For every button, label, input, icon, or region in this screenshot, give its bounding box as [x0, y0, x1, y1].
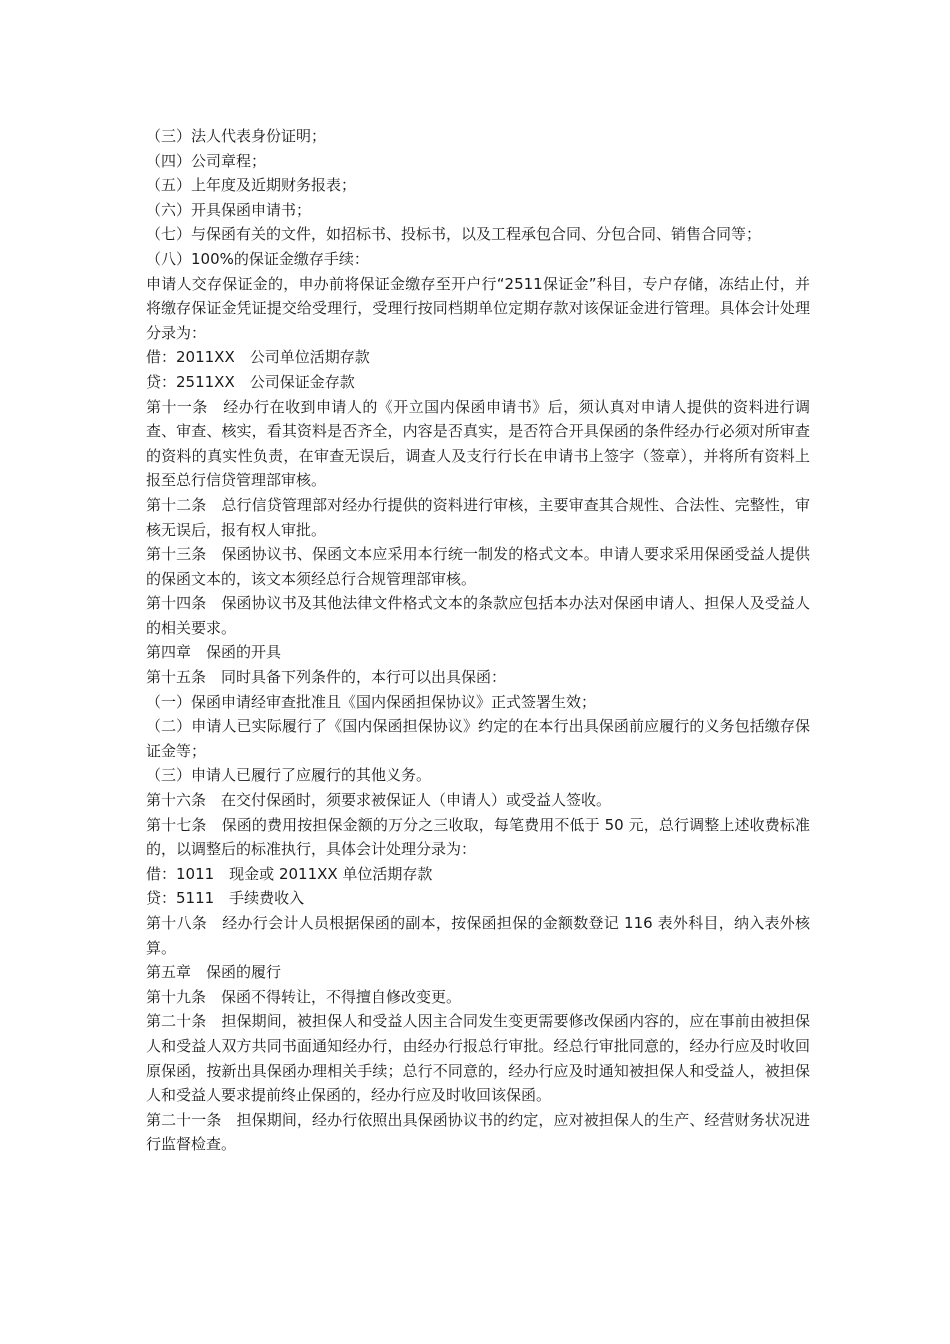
accounting-entry-credit: 贷：2511XX 公司保证金存款 — [146, 372, 355, 391]
paragraph-deposit-rule: 申请人交存保证金的，申办前将保证金缴存至开户行“2511保证金”科目，专户存储，冻结止付，并将缴存保证金凭证提交给受理行，受理行按同档期单位定期存款对该保证金进行管理。具体会计处理分录为： — [146, 274, 810, 342]
article-15-item-1: （一）保函申请经审查批准且《国内保函担保协议》正式签署生效； — [146, 692, 597, 711]
chapter-4-heading: 第四章 保函的开具 — [146, 643, 282, 662]
article-21: 第二十一条 担保期间，经办行依照出具保函协议书的约定，应对被担保人的生产、经营财务状况进行监督检查。 — [146, 1110, 810, 1154]
article-16: 第十六条 在交付保函时，须要求被保证人（申请人）或受益人签收。 — [146, 791, 612, 810]
paragraph-item-7: （七）与保函有关的文件，如招标书、投标书，以及工程承包合同、分包合同、销售合同等； — [146, 225, 762, 244]
article-19: 第十九条 保函不得转让，不得擅自修改变更。 — [146, 987, 462, 1006]
paragraph-item-8: （八）100%的保证金缴存手续： — [146, 249, 369, 268]
fee-entry-debit: 借：1011 现金或 2011XX 单位活期存款 — [146, 864, 433, 883]
article-15: 第十五条 同时具备下列条件的，本行可以出具保函： — [146, 668, 507, 687]
article-11: 第十一条 经办行在收到申请人的《开立国内保函申请书》后，须认真对申请人提供的资料进行调查、审查、核实，看其资料是否齐全，内容是否真实，是否符合开具保函的条件经办行必须对所审查的资料的真实性负责，在审查无误后，调查人及支行行长在申请书上签字（签章），并将所有资料上报至总行信贷管理部审核。 — [146, 397, 810, 490]
article-15-item-2: （二）申请人已实际履行了《国内保函担保协议》约定的在本行出具保函前应履行的义务包括缴存保证金等； — [146, 717, 810, 760]
fee-entry-credit: 贷：5111 手续费收入 — [146, 889, 305, 908]
article-18: 第十八条 经办行会计人员根据保函的副本，按保函担保的金额数登记 116 表外科目，纳入表外核算。 — [146, 914, 810, 957]
article-15-item-3: （三）申请人已履行了应履行的其他义务。 — [146, 766, 432, 785]
document-body — [146, 124, 810, 1157]
article-20: 第二十条 担保期间，被担保人和受益人因主合同发生变更需要修改保函内容的，应在事前由被担保人和受益人双方共同书面通知经办行，由经办行报总行审批。经总行审批同意的，经办行应及时收回原保函，按新出具保函办理相关手续；总行不同意的，经办行应及时通知被担保人和受益人，被担保人和受益人要求提前终止保函的，经办行应及时收回该保函。 — [146, 1012, 810, 1105]
paragraph-item-3: （三）法人代表身份证明； — [146, 127, 327, 145]
chapter-5-heading: 第五章 保函的履行 — [146, 963, 282, 982]
paragraph-item-5: （五）上年度及近期财务报表； — [146, 176, 357, 195]
accounting-entry-debit: 借：2011XX 公司单位活期存款 — [146, 348, 370, 367]
article-13: 第十三条 保函协议书、保函文本应采用本行统一制发的格式文本。申请人要求采用保函受益人提供的保函文本的，该文本须经总行合规管理部审核。 — [146, 545, 810, 588]
article-14: 第十四条 保函协议书及其他法律文件格式文本的条款应包括本办法对保函申请人、担保人及受益人的相关要求。 — [146, 594, 810, 637]
paragraph-item-4: （四）公司章程； — [146, 151, 267, 170]
article-17: 第十七条 保函的费用按担保金额的万分之三收取，每笔费用不低于 50 元，总行调整上述收费标准的，以调整后的标准执行，具体会计处理分录为： — [146, 815, 810, 859]
article-12: 第十二条 总行信贷管理部对经办行提供的资料进行审核，主要审查其合规性、合法性、完整性，审核无误后，报有权人审批。 — [146, 495, 810, 539]
paragraph-item-6: （六）开具保函申请书； — [146, 200, 312, 219]
